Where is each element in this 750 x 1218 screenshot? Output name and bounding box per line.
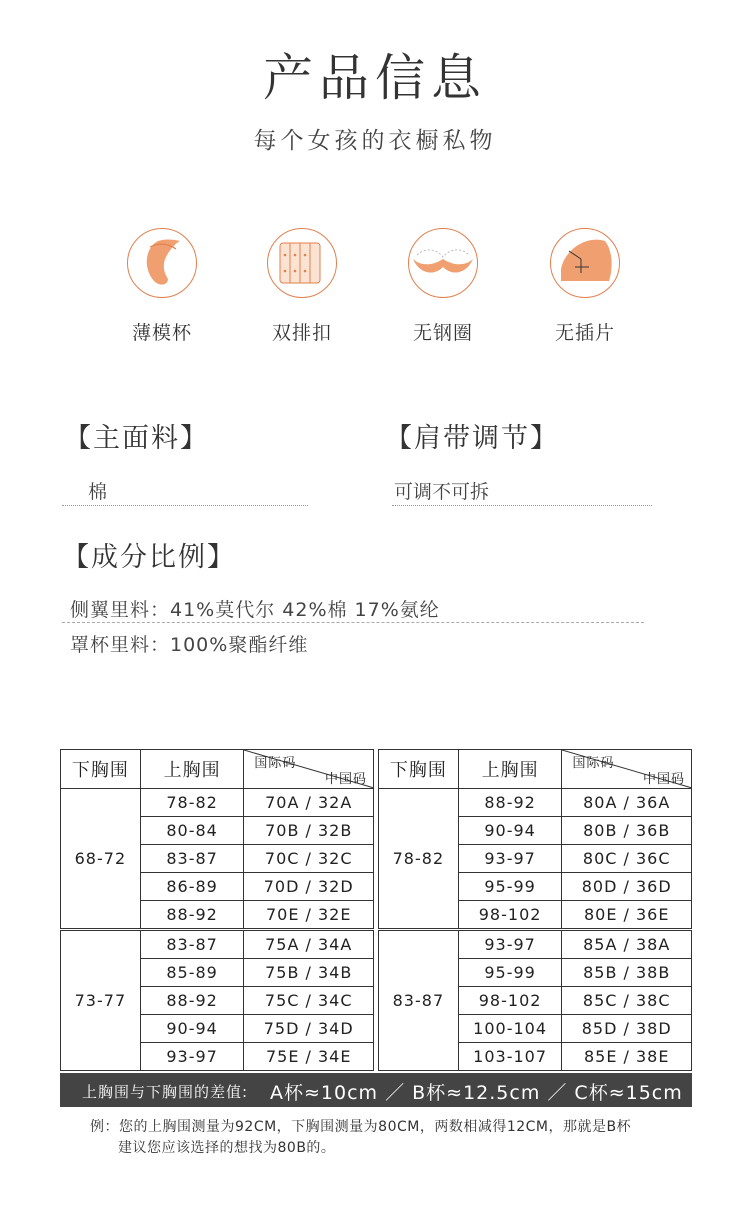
over-bust-cell: 93-97 bbox=[458, 930, 562, 959]
feature-double-hook bbox=[247, 228, 357, 345]
over-bust-cell: 83-87 bbox=[140, 930, 244, 959]
size-code-cell: 80E / 36E bbox=[562, 901, 692, 930]
size-code-cell: 75C / 34C bbox=[244, 987, 374, 1015]
size-code-cell: 80C / 36C bbox=[562, 845, 692, 873]
size-code-cell: 70D / 32D bbox=[244, 873, 374, 901]
note-line-2: 建议您应该选择的想找为80B的。 bbox=[118, 1140, 336, 1156]
over-bust-cell: 93-97 bbox=[458, 845, 562, 873]
under-bust-group: 83-87 bbox=[379, 930, 459, 1071]
size-code-cell: 85B / 38B bbox=[562, 959, 692, 987]
divider bbox=[62, 622, 644, 623]
composition-heading: 【成分比例】 bbox=[62, 542, 236, 573]
size-code-cell: 85D / 38D bbox=[562, 1015, 692, 1043]
divider bbox=[392, 505, 652, 506]
over-bust-cell: 103-107 bbox=[458, 1043, 562, 1071]
col-over-bust: 上胸围 bbox=[458, 750, 562, 789]
note-line-1: 例：您的上胸围测量为92CM，下胸围测量为80CM，两数相减得12CM，那就是B杯 bbox=[90, 1119, 632, 1135]
size-code-cell: 70A / 32A bbox=[244, 789, 374, 817]
strap-heading: 【肩带调节】 bbox=[385, 423, 559, 454]
col-over-bust: 上胸围 bbox=[140, 750, 244, 789]
size-code-cell: 75A / 34A bbox=[244, 930, 374, 959]
double-hook-icon bbox=[267, 228, 337, 298]
over-bust-cell: 86-89 bbox=[140, 873, 244, 901]
col-under-bust: 下胸围 bbox=[379, 750, 459, 789]
col-cn-label: 中国码 bbox=[642, 772, 685, 787]
col-under-bust: 下胸围 bbox=[61, 750, 141, 789]
composition-line-2: 罩杯里料：100%聚酯纤维 bbox=[70, 634, 309, 656]
size-code-cell: 70B / 32B bbox=[244, 817, 374, 845]
size-code-cell: 85A / 38A bbox=[562, 930, 692, 959]
under-bust-group: 78-82 bbox=[379, 789, 459, 930]
divider bbox=[62, 505, 308, 506]
page-subtitle: 每个女孩的衣橱私物 bbox=[253, 128, 497, 154]
fabric-value: 棉 bbox=[88, 481, 108, 503]
feature-no-insert bbox=[530, 228, 640, 345]
over-bust-cell: 88-92 bbox=[458, 789, 562, 817]
col-intl-label: 国际码 bbox=[572, 756, 615, 771]
col-size-code bbox=[244, 750, 374, 789]
over-bust-cell: 95-99 bbox=[458, 959, 562, 987]
over-bust-cell: 93-97 bbox=[140, 1043, 244, 1071]
feature-label: 双排扣 bbox=[271, 322, 332, 344]
size-code-cell: 70E / 32E bbox=[244, 901, 374, 930]
no-insert-icon bbox=[550, 228, 620, 298]
feature-label: 薄模杯 bbox=[131, 322, 192, 344]
over-bust-cell: 90-94 bbox=[458, 817, 562, 845]
over-bust-cell: 98-102 bbox=[458, 987, 562, 1015]
size-code-cell: 80B / 36B bbox=[562, 817, 692, 845]
fabric-heading: 【主面料】 bbox=[64, 423, 209, 454]
over-bust-cell: 83-87 bbox=[140, 845, 244, 873]
feature-label: 无钢圈 bbox=[412, 322, 473, 344]
thin-cup-icon bbox=[127, 228, 197, 298]
size-table-left bbox=[60, 749, 374, 1071]
size-code-cell: 80D / 36D bbox=[562, 873, 692, 901]
composition-line-1: 侧翼里料：41%莫代尔 42%棉 17%氨纶 bbox=[70, 599, 440, 621]
over-bust-cell: 78-82 bbox=[140, 789, 244, 817]
difference-values: A杯≈10cm ／ B杯≈12.5cm ／ C杯≈15cm bbox=[270, 1082, 683, 1104]
wireless-icon bbox=[408, 228, 478, 298]
over-bust-cell: 85-89 bbox=[140, 959, 244, 987]
col-intl-label: 国际码 bbox=[254, 756, 297, 771]
col-size-code bbox=[562, 750, 692, 789]
over-bust-cell: 88-92 bbox=[140, 987, 244, 1015]
difference-label: 上胸围与下胸围的差值: bbox=[82, 1083, 249, 1101]
feature-thin-cup bbox=[107, 228, 217, 345]
col-cn-label: 中国码 bbox=[324, 772, 367, 787]
under-bust-group: 68-72 bbox=[61, 789, 141, 930]
over-bust-cell: 98-102 bbox=[458, 901, 562, 930]
over-bust-cell: 88-92 bbox=[140, 901, 244, 930]
feature-wireless bbox=[388, 228, 498, 345]
over-bust-cell: 90-94 bbox=[140, 1015, 244, 1043]
size-code-cell: 70C / 32C bbox=[244, 845, 374, 873]
over-bust-cell: 100-104 bbox=[458, 1015, 562, 1043]
over-bust-cell: 95-99 bbox=[458, 873, 562, 901]
size-code-cell: 75E / 34E bbox=[244, 1043, 374, 1071]
cup-difference-bar bbox=[60, 1073, 692, 1107]
size-code-cell: 85C / 38C bbox=[562, 987, 692, 1015]
size-table-right bbox=[378, 749, 692, 1071]
feature-label: 无插片 bbox=[554, 322, 615, 344]
size-code-cell: 80A / 36A bbox=[562, 789, 692, 817]
strap-value: 可调不可拆 bbox=[394, 481, 490, 503]
under-bust-group: 73-77 bbox=[61, 930, 141, 1071]
size-code-cell: 75B / 34B bbox=[244, 959, 374, 987]
example-note bbox=[90, 1117, 690, 1159]
size-code-cell: 75D / 34D bbox=[244, 1015, 374, 1043]
size-code-cell: 85E / 38E bbox=[562, 1043, 692, 1071]
page-title: 产品信息 bbox=[263, 49, 487, 107]
over-bust-cell: 80-84 bbox=[140, 817, 244, 845]
